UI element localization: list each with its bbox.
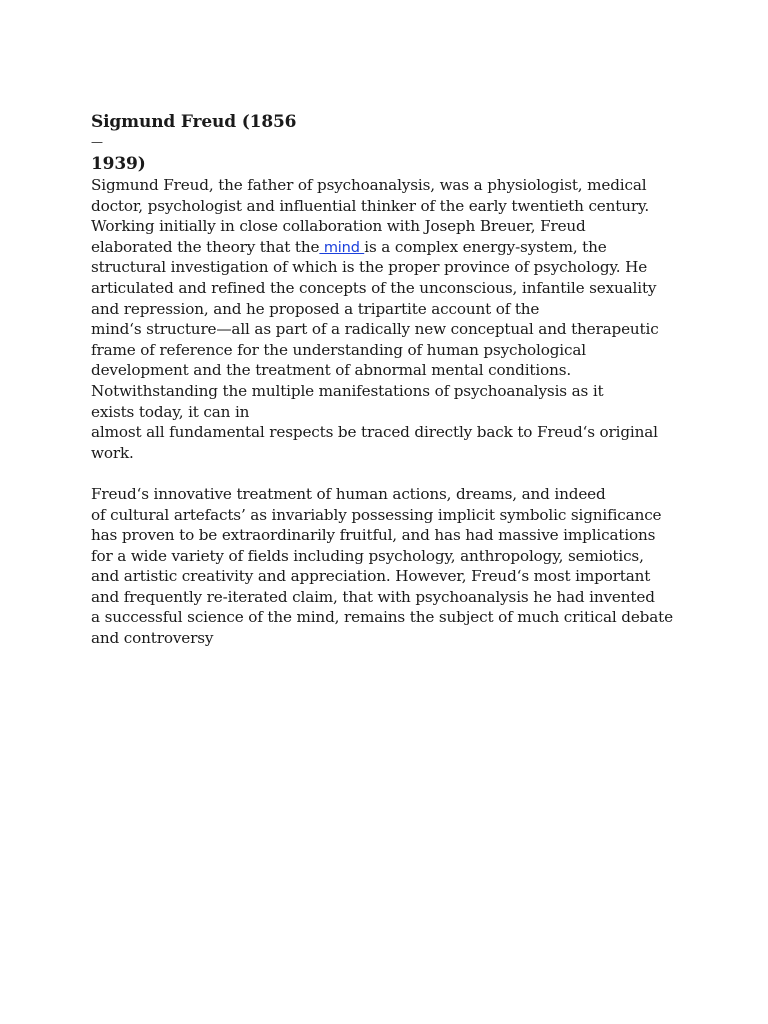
paragraph-1-line: development and the treatment of abnormal mental conditions.	[91, 361, 572, 380]
paragraph-1-link-line	[91, 237, 691, 258]
paragraph-2-line: has proven to be extraordinarily fruitful, and has had massive implications	[91, 526, 656, 545]
paragraph-1-line: exists today, it can in	[91, 402, 250, 421]
paragraph-2-line: and artistic creativity and appreciation. However, Freud‘s most important	[91, 567, 651, 586]
paragraph-1-line: articulated and refined the concepts of the unconscious, infantile sexuality	[91, 278, 657, 297]
mind-link[interactable]: mind	[319, 239, 365, 256]
document-body	[91, 112, 691, 649]
paragraph-gap	[91, 463, 691, 484]
paragraph-1-line: frame of reference for the understanding of human psychological	[91, 340, 586, 359]
paragraph-2-line: of cultural artefacts’ as invariably possessing implicit symbolic significance	[91, 505, 662, 524]
paragraph-1-line: Sigmund Freud, the father of psychoanalysis, was a physiologist, medical	[91, 176, 647, 194]
paragraph-1-line: work.	[91, 443, 134, 462]
paragraph-1	[91, 175, 691, 463]
paragraph-2-line: Freud‘s innovative treatment of human actions, dreams, and indeed	[91, 484, 606, 503]
link-line-after: is a complex energy-system, the	[364, 237, 607, 256]
paragraph-1-line: mind‘s structure—all as part of a radically new conceptual and therapeutic	[91, 320, 659, 339]
paragraph-1-line: Notwithstanding the multiple manifestations of psychoanalysis as it	[91, 381, 604, 400]
title-dash: —	[91, 135, 103, 149]
paragraph-1-line: doctor, psychologist and influential thinker of the early twentieth century.	[91, 196, 650, 215]
link-line-before: elaborated the theory that the	[91, 237, 320, 256]
paragraph-1-line: almost all fundamental respects be traced directly back to Freud‘s original	[91, 423, 658, 442]
paragraph-2	[91, 484, 691, 649]
title-part1: Sigmund Freud (1856	[91, 112, 297, 132]
title-part2: 1939)	[91, 154, 146, 174]
paragraph-1-line: Working initially in close collaboration with Joseph Breuer, Freud	[91, 217, 586, 236]
paragraph-2-line: and controversy	[91, 629, 214, 648]
paragraph-1-line: structural investigation of which is the proper province of psychology. He	[91, 258, 648, 277]
paragraph-2-line: for a wide variety of fields including psychology, anthropology, semiotics,	[91, 546, 644, 565]
paragraph-2-line: and frequently re-iterated claim, that with psychoanalysis he had invented	[91, 587, 655, 606]
paragraph-2-line: a successful science of the mind, remains the subject of much critical debate	[91, 608, 673, 627]
paragraph-1-line: and repression, and he proposed a tripartite account of the	[91, 299, 540, 318]
